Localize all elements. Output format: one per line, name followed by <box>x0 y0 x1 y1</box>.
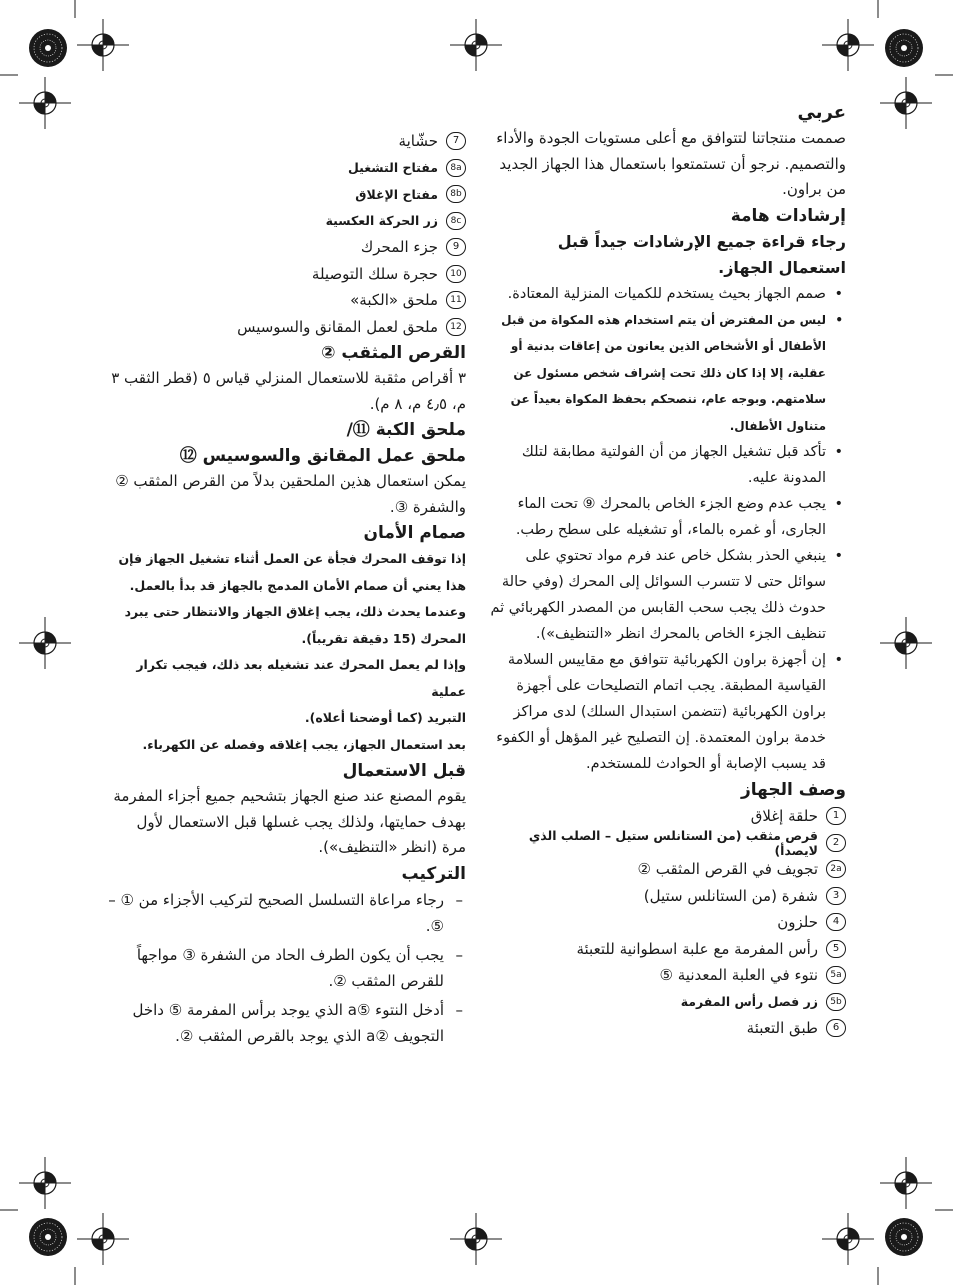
list-item <box>488 883 846 910</box>
part-number: 9 <box>446 238 466 256</box>
description-title: وصف الجهاز <box>740 780 846 800</box>
list-item <box>108 155 466 182</box>
text-line: إذا توقف المحرك فجأة عن العمل أثناء تشغيل الجهاز فإن <box>118 551 466 566</box>
part-label: جزء المحرك <box>360 238 438 257</box>
part-label: قرص مثقب (من الستانلس ستيل – الصلب الذي لايصدأ) <box>528 827 818 858</box>
kebbe-title: ملحق الكبة ⑪/ <box>346 420 466 440</box>
list-item <box>488 936 846 963</box>
part-number: 4 <box>826 913 846 931</box>
part-label: زر الحركة العكسية <box>325 213 438 229</box>
list-item <box>488 803 846 830</box>
list-item <box>108 128 466 155</box>
language-title: عربي <box>797 102 846 123</box>
part-number: 11 <box>446 291 466 309</box>
part-label: مفتاح الإغلاق <box>355 186 438 202</box>
part-number: 1 <box>826 807 846 825</box>
part-label: ملحق لعمل المقانق والسوسيس <box>237 317 438 336</box>
registration-cross-icon <box>880 77 932 129</box>
list-item <box>108 181 466 208</box>
list-item <box>108 208 466 235</box>
safety-bullet-list <box>488 281 846 778</box>
registration-star-icon <box>885 1218 923 1256</box>
text-line: وإذا لم يعمل المحرك عند تشغيله بعد ذلك، فيجب تكرار عملية <box>136 657 466 699</box>
list-item <box>108 261 466 288</box>
part-label: طبق التعبئة <box>746 1019 818 1038</box>
text-line: بعد استعمال الجهاز، يجب إغلاقه وفصله عن الكهرباء. <box>142 736 466 752</box>
registration-star-icon <box>29 29 67 67</box>
registration-cross-icon <box>880 617 932 669</box>
intro-text: صممت منتجاتنا لتتوافق مع أعلى مستويات الجودة والأداء والتصميم. نرجو أن تستمتعوا باستعمال هذا الجهاز الجديد من براون. <box>496 129 846 198</box>
text-line: هذا يعني أن صمام الأمان المدمج بالجهاز قد بدأ بالعمل. <box>129 577 466 593</box>
list-item <box>488 856 846 883</box>
list-item: – أدخل النتوء ⑤a الذي يوجد برأس المفرمة ⑤ داخل التجويف ②a الذي يوجد بالقرص المثقب ②. <box>108 997 466 1049</box>
safety-valve-title: صمام الأمان <box>363 523 466 543</box>
registration-cross-icon <box>77 1213 129 1265</box>
safety-valve-text <box>108 546 466 758</box>
list-item <box>488 962 846 989</box>
part-number: 10 <box>446 265 466 283</box>
list-item <box>488 1015 846 1042</box>
list-item: • تأكد قبل تشغيل الجهاز من أن الفولتية مطابقة لتلك المدونة عليه. <box>488 439 846 491</box>
assembly-list <box>108 887 466 1049</box>
part-number: 7 <box>446 132 466 150</box>
registration-cross-icon <box>822 1213 874 1265</box>
list-item: • ينبغي الحذر بشكل خاص عند فرم مواد تحتوي على سوائل حتى لا تتسرب السوائل إلى المحرك (وفي حالة حدوث ذلك يجب سحب القابس من المصدر الكهربائي ثم تنظيف الجزء الخاص بالمحرك انظر «التنظيف»). <box>488 543 846 647</box>
part-number: 12 <box>446 318 466 336</box>
parts-list <box>488 803 846 1042</box>
part-number: 8b <box>446 185 466 203</box>
registration-cross-icon <box>880 1157 932 1209</box>
list-item: • إن أجهزة براون الكهربائية تتوافق مع مقاييس السلامة القياسية المطبقة. يجب اتمام التصليحات على أجهزة براون الكهربائية (تتضمن استبدال السلك) لدى مراكز خدمة براون المعتمدة. إن التصليح غير المؤهل أو الكفوء قد يسبب الإصابة أو الحوادث للمستخدم. <box>488 647 846 777</box>
list-item <box>108 314 466 341</box>
assembly-title: التركيب <box>401 863 466 884</box>
list-item <box>488 989 846 1016</box>
before-use-text: يقوم المصنع عند صنع الجهاز بتشحيم جميع أجزاء المفرمة بهدف حمايتها، ولذلك يجب غسلها قبل الاستعمال لأول مرة (انظر «التنظيف»). <box>113 787 466 856</box>
right-column <box>488 100 846 1042</box>
attachments-text: يمكن استعمال هذين الملحقين بدلاً من القرص المثقب ② والشفرة ③. <box>115 472 466 516</box>
text-line: التبريد (كما أوضحنا أعلاه). <box>304 710 466 725</box>
part-label: شفرة (من الستانلس ستيل) <box>643 886 818 905</box>
part-label: زر فصل رأس المفرمة <box>680 994 818 1010</box>
part-number: 8c <box>446 212 466 230</box>
part-number: 5b <box>826 993 846 1011</box>
part-label: حجرة سلك التوصيلة <box>311 264 438 283</box>
registration-cross-icon <box>450 19 502 71</box>
registration-cross-icon <box>19 77 71 129</box>
important-title: إرشادات هامة <box>730 205 846 226</box>
part-label: حلزون <box>777 913 818 932</box>
left-column <box>108 128 466 1052</box>
text-line: المحرك (15 دقيقة تقريباً). <box>301 630 466 646</box>
part-label: ملحق «الكبة» <box>350 291 438 310</box>
list-item <box>108 234 466 261</box>
sausage-title: ملحق عمل المقانق والسوسيس ⑫ <box>179 446 466 466</box>
parts-list-continued <box>108 128 466 340</box>
part-number: 6 <box>826 1019 846 1037</box>
part-label: تجويف في القرص المثقب ② <box>637 860 818 879</box>
disc-text: ٣ أقراص مثقبة للاستعمال المنزلي قياس ٥ (قطر الثقب ٣ م، ٤٫٥ م، ٨ م). <box>111 369 466 413</box>
list-item: • صمم الجهاز بحيث يستخدم للكميات المنزلية المعتادة. <box>488 281 846 307</box>
part-label: نتوء في العلبة المعدنية ⑤ <box>659 966 818 985</box>
registration-star-icon <box>29 1218 67 1256</box>
registration-cross-icon <box>450 1213 502 1265</box>
before-use-title: قبل الاستعمال <box>342 761 466 781</box>
part-label: مفتاح التشغيل <box>347 160 438 176</box>
part-label: حشّاية <box>398 132 438 151</box>
registration-cross-icon <box>822 19 874 71</box>
part-number: 2 <box>826 834 846 852</box>
part-number: 5 <box>826 940 846 958</box>
part-label: رأس المفرمة مع علبة اسطوانية للتعبئة <box>576 939 818 958</box>
registration-star-icon <box>885 29 923 67</box>
part-number: 2a <box>826 860 846 878</box>
list-item <box>108 287 466 314</box>
registration-cross-icon <box>77 19 129 71</box>
part-number: 8a <box>446 159 466 177</box>
important-subtitle: رجاء قراءة جميع الإرشادات جيداً قبل استعمال الجهاز. <box>557 231 846 277</box>
text-line: وعندما يحدث ذلك، يجب إغلاق الجهاز والانتظار حتى يبرد <box>124 604 466 619</box>
list-item: • ليس من المفترض أن يتم استخدام هذه المكواة من قبل الأطفال أو الأشخاص الذين يعانون من إعاقات بدنية أو عقلية، إلا إذا كان ذلك تحت إشراف شخص مسئول عن سلامتهم. وبوجه عام، ننصحكم بحفظ المكواة بعيداً عن متناول الأطفال. <box>488 307 846 440</box>
list-item <box>488 827 846 858</box>
list-item <box>488 909 846 936</box>
registration-cross-icon <box>19 617 71 669</box>
disc-title: القرص المثقب ② <box>321 343 466 363</box>
part-label: حلقة إغلاق <box>750 807 818 826</box>
registration-cross-icon <box>19 1157 71 1209</box>
part-number: 3 <box>826 887 846 905</box>
list-item: – يجب أن يكون الطرف الحاد من الشفرة ③ مواجهاً للقرص المثقب ②. <box>108 942 466 994</box>
list-item: • يجب عدم وضع الجزء الخاص بالمحرك ⑨ تحت الماء الجارى، أو غمره بالماء، أو تشغيله على سطح رطب. <box>488 491 846 543</box>
part-number: 5a <box>826 966 846 984</box>
list-item: – رجاء مراعاة التسلسل الصحيح لتركيب الأجزاء من ① – ⑤. <box>108 887 466 939</box>
